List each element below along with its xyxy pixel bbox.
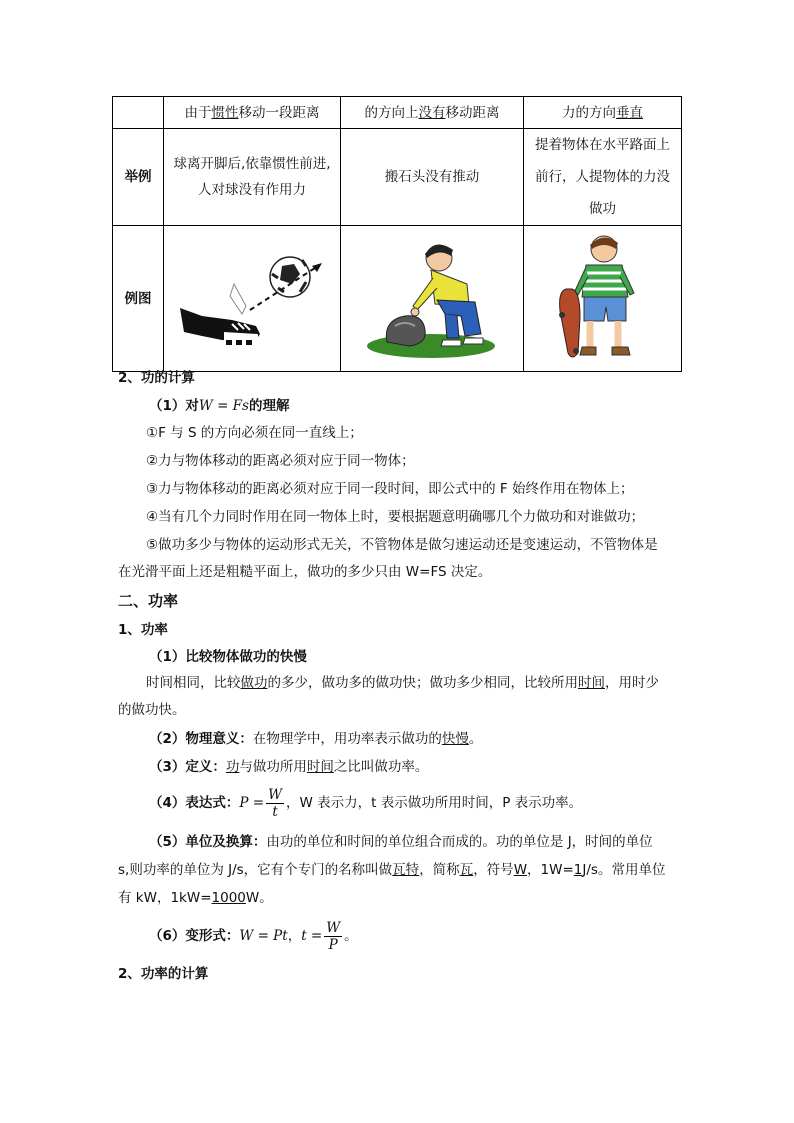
- point-5-line-1: ⑤做功多少与物体的运动形式无关，不管物体是做匀速运动还是变速运动，不管物体是: [146, 537, 658, 553]
- header-cell-perpendicular: 力的方向垂直: [524, 97, 682, 129]
- push-stone-illustration: [357, 234, 507, 364]
- carry-board-illustration: [548, 231, 658, 367]
- example-cell-ball: 球离开脚后,依靠惯性前进, 人对球没有作用力: [164, 129, 341, 226]
- unit-line-3: 有 kW，1kW=1000W。: [118, 890, 273, 906]
- table-cell-empty: [113, 97, 164, 129]
- heading-compare-speed: （1）比较物体做功的快慢: [149, 649, 307, 665]
- header-cell-no-distance: 的方向上没有移动距离: [341, 97, 524, 129]
- table-row: [113, 97, 682, 129]
- power-fraction: $\frac{W}{t}$: [268, 786, 282, 820]
- example-cell-carry: 提着物体在水平路面上 前行，人提物体的力没 做功: [524, 129, 682, 226]
- table-row: [113, 226, 682, 372]
- kick-ball-illustration: [172, 244, 332, 354]
- figure-cell-carry: [524, 226, 682, 372]
- section-title-work-calc: 2、功的计算: [118, 370, 195, 386]
- unit-line-1: （5）单位及换算：由功的单位和时间的单位组合而成的。功的单位是 J，时间的单位: [149, 834, 653, 850]
- compare-line-1: 时间相同，比较做功的多少，做功多的做功快；做功多少相同，比较所用时间，用时少: [146, 675, 659, 691]
- subsection-title-power: 1、功率: [118, 622, 168, 638]
- point-2: ②力与物体移动的距离必须对应于同一物体；: [146, 453, 415, 469]
- definition: （3）定义：功与做功所用时间之比叫做功率。: [149, 759, 429, 775]
- point-5-line-2: 在光滑平面上还是粗糙平面上，做功的多少只由 W=FS 决定。: [118, 564, 492, 580]
- comparison-table: [112, 96, 682, 372]
- physical-meaning: （2）物理意义：在物理学中，用功率表示做功的快慢。: [149, 731, 483, 747]
- row-label-figure: 例图: [113, 226, 164, 372]
- compare-line-2: 的做功快。: [118, 702, 186, 718]
- expression: （4）表达式：P = $\frac{W}{t}$ ，W 表示力，t 表示做功所用时间，P 表示功率。: [149, 786, 583, 820]
- figure-cell-stone: [341, 226, 524, 372]
- subheading-formula-understanding: （1）对W = Fs的理解: [149, 398, 290, 414]
- row-label-example: 举例: [113, 129, 164, 226]
- point-4: ④当有几个力同时作用在同一物体上时，要根据题意明确哪几个力做功和对谁做功；: [146, 509, 645, 525]
- example-cell-stone: 搬石头没有推动: [341, 129, 524, 226]
- table-row: [113, 129, 682, 226]
- unit-line-2: s,则功率的单位为 J/s，它有个专门的名称叫做瓦特，简称瓦，符号W，1W=1J/s。常用单位: [118, 862, 666, 878]
- variant-forms: （6）变形式：W = Pt，t = $\frac{W}{P}$ 。: [149, 919, 358, 953]
- time-fraction: $\frac{W}{P}$: [326, 919, 341, 953]
- header-cell-inertia: 由于惯性移动一段距离: [164, 97, 341, 129]
- section-title-power: 二、功率: [118, 592, 179, 610]
- point-3: ③力与物体移动的距离必须对应于同一段时间，即公式中的 F 始终作用在物体上；: [146, 481, 634, 497]
- section-title-power-calc: 2、功率的计算: [118, 966, 209, 982]
- point-1: ①F 与 S 的方向必须在同一直线上；: [146, 425, 363, 441]
- figure-cell-kick: [164, 226, 341, 372]
